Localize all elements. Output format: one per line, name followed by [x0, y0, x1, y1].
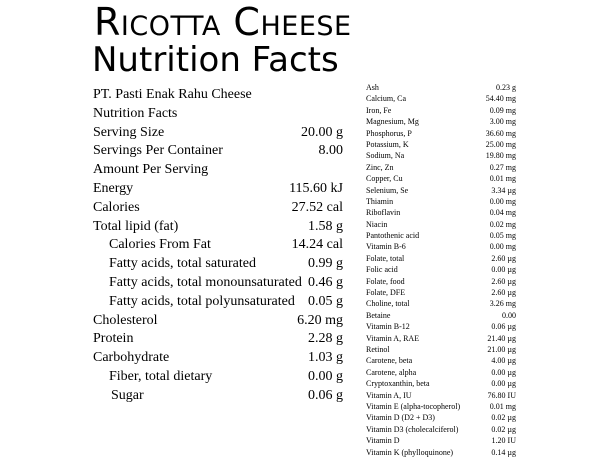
nutrient-value: 0.06 g [308, 387, 343, 403]
nutrient-label: Fatty acids, total saturated [109, 256, 256, 272]
nutrient-label: Magnesium, Mg [366, 117, 419, 127]
nutrient-label: Copper, Cu [366, 174, 403, 184]
nutrient-label: Servings Per Container [93, 143, 223, 159]
nutrient-label: Vitamin D (D2 + D3) [366, 413, 435, 423]
nutrient-value: 0.09 mg [489, 105, 516, 115]
nutrient-label: Fiber, total dietary [109, 368, 213, 384]
nutrient-row [366, 447, 516, 458]
nutrient-value: 0.06 µg [491, 322, 516, 332]
nutrient-label: Cholesterol [93, 312, 158, 328]
nutrient-row [366, 82, 516, 93]
nutrient-row [93, 236, 353, 255]
nutrient-row [366, 128, 516, 139]
nutrient-value: 3.34 µg [491, 185, 516, 195]
nutrient-row [93, 387, 353, 406]
nutrient-label: Thiamin [366, 196, 394, 206]
nutrient-value: 21.00 µg [487, 344, 516, 354]
nutrient-label: Folate, food [366, 276, 405, 286]
nutrient-value: 25.00 mg [485, 139, 516, 149]
nutrient-label: Retinol [366, 344, 390, 354]
nutrient-label: Cryptoxanthin, beta [366, 379, 430, 389]
nutrient-value: 0.27 mg [489, 162, 516, 172]
nutrient-row [366, 424, 516, 435]
nutrient-label: Potassium, K [366, 139, 409, 149]
nutrient-row [366, 230, 516, 241]
nutrient-label: Vitamin A, IU [366, 390, 412, 400]
nutrient-label: Folate, total [366, 253, 405, 263]
nutrient-label: Zinc, Zn [366, 162, 394, 172]
nutrient-value: 0.99 g [308, 256, 343, 272]
nutrient-row [366, 367, 516, 378]
nutrient-value: 0.01 mg [489, 174, 516, 184]
nutrient-value: 21.40 µg [487, 333, 516, 343]
nutrient-value: 0.00 mg [489, 242, 516, 252]
nutrient-value: 36.60 mg [485, 128, 516, 138]
main-nutrition-list [93, 86, 353, 406]
nutrient-label: Carotene, beta [366, 356, 413, 366]
product-title: Ricotta Cheese [94, 0, 352, 44]
nutrient-value: 0.02 mg [489, 219, 516, 229]
nutrient-row [93, 199, 353, 218]
nutrient-label: Energy [93, 180, 134, 196]
nutrient-row [366, 93, 516, 104]
nutrient-row [93, 293, 353, 312]
nutrient-row [366, 378, 516, 389]
nutrient-value: 19.80 mg [485, 151, 516, 161]
nutrient-label: Pantothenic acid [366, 231, 420, 241]
nutrient-row [93, 218, 353, 237]
nutrient-value: 0.05 mg [489, 231, 516, 241]
nutrient-row [366, 241, 516, 252]
nutrient-label: Ash [366, 83, 379, 92]
nutrient-row [366, 321, 516, 332]
nutrient-row [366, 401, 516, 412]
nutrient-label: Vitamin B-12 [366, 322, 410, 332]
nutrient-value: 0.00 [502, 310, 516, 320]
nutrient-row [366, 162, 516, 173]
nutrient-row [366, 173, 516, 184]
nutrient-value: 0.00 g [308, 368, 343, 384]
nutrient-row [366, 185, 516, 196]
nutrient-value: 0.00 µg [491, 379, 516, 389]
nutrient-value: 4.00 µg [491, 356, 516, 366]
nutrient-row [93, 274, 353, 293]
nutrient-row [93, 86, 353, 105]
nutrient-row [366, 207, 516, 218]
nutrient-row [366, 253, 516, 264]
nutrient-row [93, 161, 353, 180]
nutrient-label: Folate, DFE [366, 288, 406, 298]
nutrient-value: 20.00 g [301, 124, 343, 140]
nutrient-label: Amount Per Serving [93, 162, 209, 178]
nutrient-value: 0.02 µg [491, 424, 516, 434]
nutrient-value: 0.14 µg [491, 447, 516, 457]
nutrient-row [366, 412, 516, 423]
nutrient-row [93, 368, 353, 387]
nutrient-label: Carbohydrate [93, 350, 170, 366]
nutrient-row [366, 116, 516, 127]
nutrient-row [93, 180, 353, 199]
nutrient-value: 14.24 cal [291, 237, 343, 253]
nutrient-value: 0.04 mg [489, 208, 516, 218]
nutrient-row [366, 139, 516, 150]
nutrient-row [366, 276, 516, 287]
nutrient-row [93, 105, 353, 124]
nutrient-label: Calcium, Ca [366, 94, 406, 104]
nutrient-value: 0.46 g [308, 274, 343, 290]
nutrient-value: 0.00 µg [491, 265, 516, 275]
nutrient-label: Sugar [111, 387, 144, 403]
nutrient-row [93, 142, 353, 161]
nutrient-row [366, 264, 516, 275]
nutrient-value: 27.52 cal [291, 199, 343, 215]
nutrient-label: Protein [93, 331, 134, 347]
nutrient-label: Fatty acids, total polyunsaturated [109, 293, 295, 309]
nutrient-value: 2.60 µg [491, 288, 516, 298]
nutrient-label: Vitamin D3 (cholecalciferol) [366, 424, 459, 434]
nutrient-label: Calories From Fat [109, 237, 211, 253]
nutrient-value: 0.02 µg [491, 413, 516, 423]
nutrient-label: Vitamin K (phylloquinone) [366, 447, 454, 457]
nutrient-value: 1.58 g [308, 218, 343, 234]
nutrient-row [366, 298, 516, 309]
micronutrient-list [366, 82, 516, 458]
nutrient-label: Niacin [366, 219, 388, 229]
nutrient-label: Nutrition Facts [93, 105, 178, 121]
nutrient-value: 8.00 [318, 143, 343, 159]
nutrient-label: Vitamin D [366, 436, 400, 446]
nutrient-value: 1.03 g [308, 350, 343, 366]
nutrient-row [93, 255, 353, 274]
nutrient-label: Serving Size [93, 124, 165, 140]
nutrient-value: 1.20 IU [491, 436, 516, 446]
nutrient-row [366, 287, 516, 298]
nutrient-label: Folic acid [366, 265, 398, 275]
nutrient-row [366, 105, 516, 116]
nutrient-label: Fatty acids, total monounsaturated [109, 274, 302, 290]
nutrient-row [366, 150, 516, 161]
nutrient-row [93, 330, 353, 349]
nutrient-label: Betaine [366, 310, 391, 320]
nutrient-value: 2.60 µg [491, 276, 516, 286]
nutrient-value: 115.60 kJ [289, 180, 343, 196]
nutrient-row [93, 349, 353, 368]
nutrient-label: Vitamin B-6 [366, 242, 406, 252]
nutrient-value: 0.00 mg [489, 196, 516, 206]
nutrient-row [366, 196, 516, 207]
nutrient-value: 54.40 mg [485, 94, 516, 104]
nutrient-row [366, 219, 516, 230]
nutrient-label: Total lipid (fat) [93, 218, 179, 234]
nutrient-label: Choline, total [366, 299, 410, 309]
nutrient-value: 2.28 g [308, 331, 343, 347]
nutrient-row [366, 435, 516, 446]
nutrient-value: 0.00 µg [491, 367, 516, 377]
nutrient-row [93, 124, 353, 143]
nutrient-value: 76.80 IU [487, 390, 516, 400]
nutrient-row [366, 310, 516, 321]
nutrient-row [366, 344, 516, 355]
nutrient-value: 2.60 µg [491, 253, 516, 263]
nutrient-label: PT. Pasti Enak Rahu Cheese [93, 87, 252, 102]
nutrient-value: 0.23 g [496, 83, 516, 92]
nutrient-value: 0.01 mg [489, 401, 516, 411]
nutrient-value: 3.26 mg [489, 299, 516, 309]
nutrient-value: 0.05 g [308, 293, 343, 309]
nutrient-value: 6.20 mg [297, 312, 343, 328]
nutrient-label: Iron, Fe [366, 105, 392, 115]
nutrient-label: Riboflavin [366, 208, 401, 218]
nutrient-label: Vitamin A, RAE [366, 333, 420, 343]
nutrient-label: Sodium, Na [366, 151, 405, 161]
nutrient-label: Carotene, alpha [366, 367, 417, 377]
nutrient-row [93, 312, 353, 331]
nutrient-label: Selenium, Se [366, 185, 409, 195]
nutrient-label: Phosphorus, P [366, 128, 412, 138]
nutrient-label: Calories [93, 199, 140, 215]
nutrient-row [366, 390, 516, 401]
nutrient-label: Vitamin E (alpha-tocopherol) [366, 401, 461, 411]
nutrient-value: 3.00 mg [489, 117, 516, 127]
nutrition-facts-heading: Nutrition Facts [92, 40, 339, 80]
nutrient-row [366, 333, 516, 344]
nutrient-row [366, 355, 516, 366]
